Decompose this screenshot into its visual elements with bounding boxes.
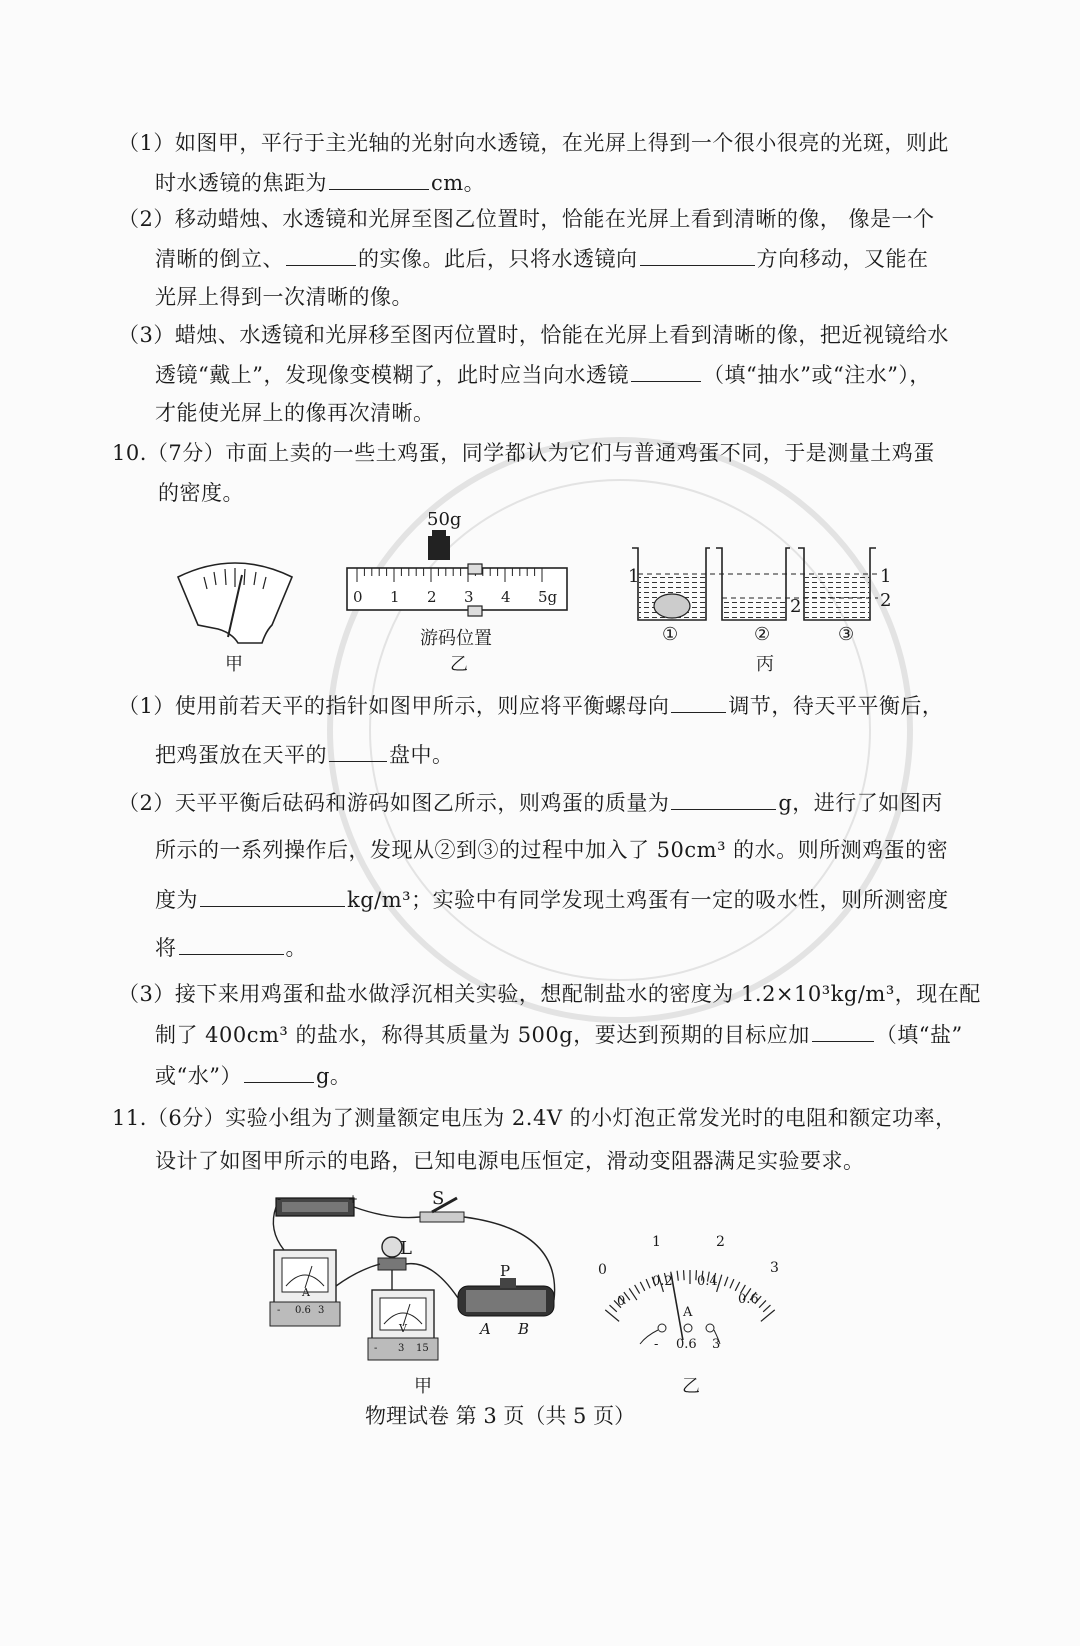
q10-p2-line4: 将 。 <box>155 932 307 963</box>
dial-tick <box>730 1279 734 1288</box>
answer-blank[interactable] <box>631 359 701 382</box>
q10-p3-line1: （3）接下来用鸡蛋和盐水做浮沉相关实验，想配制盐水的密度为 1.2×10³kg/m³，现在配 <box>118 982 981 1006</box>
dial-inner-02: 0.2 <box>652 1274 673 1289</box>
scale-tick-label: 3 <box>464 588 474 606</box>
dial-inner-06: 0.6 <box>738 1292 759 1307</box>
dial-inner-0: 0 <box>617 1294 626 1309</box>
dial-term-3: 3 <box>712 1337 721 1352</box>
voltmeter-term-3: 3 <box>398 1343 405 1354</box>
dial-tick <box>635 1285 640 1294</box>
battery-minus: - <box>277 1192 282 1206</box>
level-label-1-right: 1 <box>880 566 892 587</box>
dial-tick <box>629 1288 637 1300</box>
beaker-num-3: ③ <box>838 624 855 645</box>
beaker-num-2: ② <box>754 624 771 645</box>
dial-tick <box>759 1300 766 1307</box>
q9-p1-line1: （1）如图甲，平行于主光轴的光射向水透镜，在光屏上得到一个很小很亮的光斑，则此 <box>118 131 949 155</box>
battery-plus: + <box>348 1192 359 1206</box>
q9-p2-line3: 光屏上得到一次清晰的像。 <box>155 285 413 309</box>
q10-p2-line1: （2）天平平衡后砝码和游码如图乙所示，则鸡蛋的质量为 g，进行了如图丙 <box>118 787 943 818</box>
page-footer: 物理试卷 第 3 页（共 5 页） <box>365 1404 636 1428</box>
scale-tick-label: 5g <box>538 588 558 606</box>
dial-outer-2: 2 <box>716 1234 725 1250</box>
q9-p3-line2: 透镜“戴上”，发现像变模糊了，此时应当向水透镜 （填“抽水”或“注水”）， <box>155 359 931 390</box>
answer-blank[interactable] <box>179 932 284 955</box>
dial-terminals <box>636 1322 726 1348</box>
ammeter-term-3: 3 <box>318 1305 325 1316</box>
q10-p3-line3: 或“水”） g。 <box>155 1060 351 1091</box>
q11-stem-line2: 设计了如图甲所示的电路，已知电源电压恒定，滑动变阻器满足实验要求。 <box>155 1149 865 1173</box>
dial-term-06: 0.6 <box>676 1337 697 1352</box>
q9-p3-line1: （3）蜡烛、水透镜和光屏移至图丙位置时，恰能在光屏上看到清晰的像，把近视镜给水 <box>118 323 949 347</box>
seal-watermark <box>280 430 960 1030</box>
answer-blank[interactable] <box>671 690 726 713</box>
level-label-1: 1 <box>628 566 640 587</box>
dial-unit: A <box>683 1305 693 1320</box>
answer-blank[interactable] <box>671 787 776 810</box>
q10-p3-line2: 制了 400cm³ 的盐水，称得其质量为 500g，要达到预期的目标应加 （填“盐” <box>155 1019 963 1050</box>
scale-tick-label: 4 <box>501 588 511 606</box>
q9-p3-line3: 才能使光屏上的像再次清晰。 <box>155 401 435 425</box>
dial-outer-1: 1 <box>652 1234 661 1250</box>
scale-tick-label: 0 <box>353 588 363 606</box>
dial-outer-0: 0 <box>598 1262 607 1278</box>
q10-p2-line2: 所示的一系列操作后，发现从②到③的过程中加入了 50cm³ 的水。则所测鸡蛋的密 <box>155 838 949 862</box>
dial-inner-04: 0.4 <box>697 1274 718 1289</box>
rider-caption: 游码位置 <box>420 628 492 649</box>
q11-stem-line1: 11.（6分）实验小组为了测量额定电压为 2.4V 的小灯泡正常发光时的电阻和额定功率， <box>112 1106 957 1130</box>
answer-blank[interactable] <box>329 739 387 762</box>
dial-tick <box>640 1282 645 1291</box>
switch-label: S <box>432 1188 445 1209</box>
dial-tick <box>724 1277 727 1286</box>
q10-p1-line2: 把鸡蛋放在天平的 盘中。 <box>155 739 454 770</box>
q10-p2-line3: 度为 kg/m³；实验中有同学发现土鸡蛋有一定的吸水性，则所测密度 <box>155 884 949 915</box>
dial-tick <box>763 1305 770 1312</box>
q10-p1-line1: （1）使用前若天平的指针如图甲所示，则应将平衡螺母向 调节，待天平平衡后， <box>118 690 943 721</box>
figure-caption-yi: 乙 <box>450 654 468 675</box>
dial-term-minus: - <box>654 1337 659 1352</box>
q9-p2-line2: 清晰的倒立、 的实像。此后，只将水透镜向 方向移动，又能在 <box>155 243 929 274</box>
ammeter-letter: A <box>302 1286 310 1299</box>
answer-blank[interactable] <box>812 1019 874 1042</box>
slider-label: P <box>500 1262 511 1280</box>
weight-label: 50g <box>427 509 462 530</box>
answer-blank[interactable] <box>329 167 429 190</box>
dial-tick <box>677 1271 678 1281</box>
answer-blank[interactable] <box>244 1060 314 1083</box>
answer-blank[interactable] <box>286 243 356 266</box>
dial-tick <box>684 1270 685 1280</box>
q9-p2-line1: （2）移动蜡烛、水透镜和光屏至图乙位置时，恰能在光屏上看到清晰的像， 像是一个 <box>118 207 935 231</box>
level-label-2: 2 <box>790 596 802 617</box>
figure-caption-yi-dial: 乙 <box>682 1376 700 1397</box>
figure-caption-bing: 丙 <box>756 654 774 675</box>
ammeter-term-minus: - <box>277 1305 281 1316</box>
answer-blank[interactable] <box>640 243 755 266</box>
scale-tick-label: 1 <box>390 588 400 606</box>
figure-caption-jia-circuit: 甲 <box>414 1376 432 1397</box>
figure-caption-jia: 甲 <box>225 654 243 675</box>
scale-tick-label: 2 <box>427 588 437 606</box>
q10-stem-line1: 10.（7分）市面上卖的一些土鸡蛋，同学都认为它们与普通鸡蛋不同，于是测量土鸡蛋 <box>112 441 935 465</box>
rider-scale-figure <box>345 530 570 620</box>
dial-tick <box>646 1279 650 1288</box>
rheostat-end-a: A <box>480 1320 491 1338</box>
balance-pointer-figure <box>170 555 300 650</box>
rheostat-end-b: B <box>518 1320 530 1338</box>
dial-outer-3: 3 <box>770 1260 779 1276</box>
voltmeter-letter: V <box>399 1322 407 1335</box>
lamp-label: L <box>400 1238 412 1259</box>
beaker-num-1: ① <box>662 624 679 645</box>
voltmeter-term-15: 15 <box>416 1343 429 1354</box>
level-label-2-right: 2 <box>880 590 892 611</box>
answer-blank[interactable] <box>200 884 345 907</box>
dial-tick <box>609 1305 616 1312</box>
voltmeter-term-minus: - <box>374 1343 378 1354</box>
ammeter-term-06: 0.6 <box>295 1305 311 1316</box>
q9-p1-line2: 时水透镜的焦距为 cm。 <box>155 167 485 198</box>
q10-stem-line2: 的密度。 <box>158 481 244 505</box>
dial-tick <box>735 1282 740 1291</box>
